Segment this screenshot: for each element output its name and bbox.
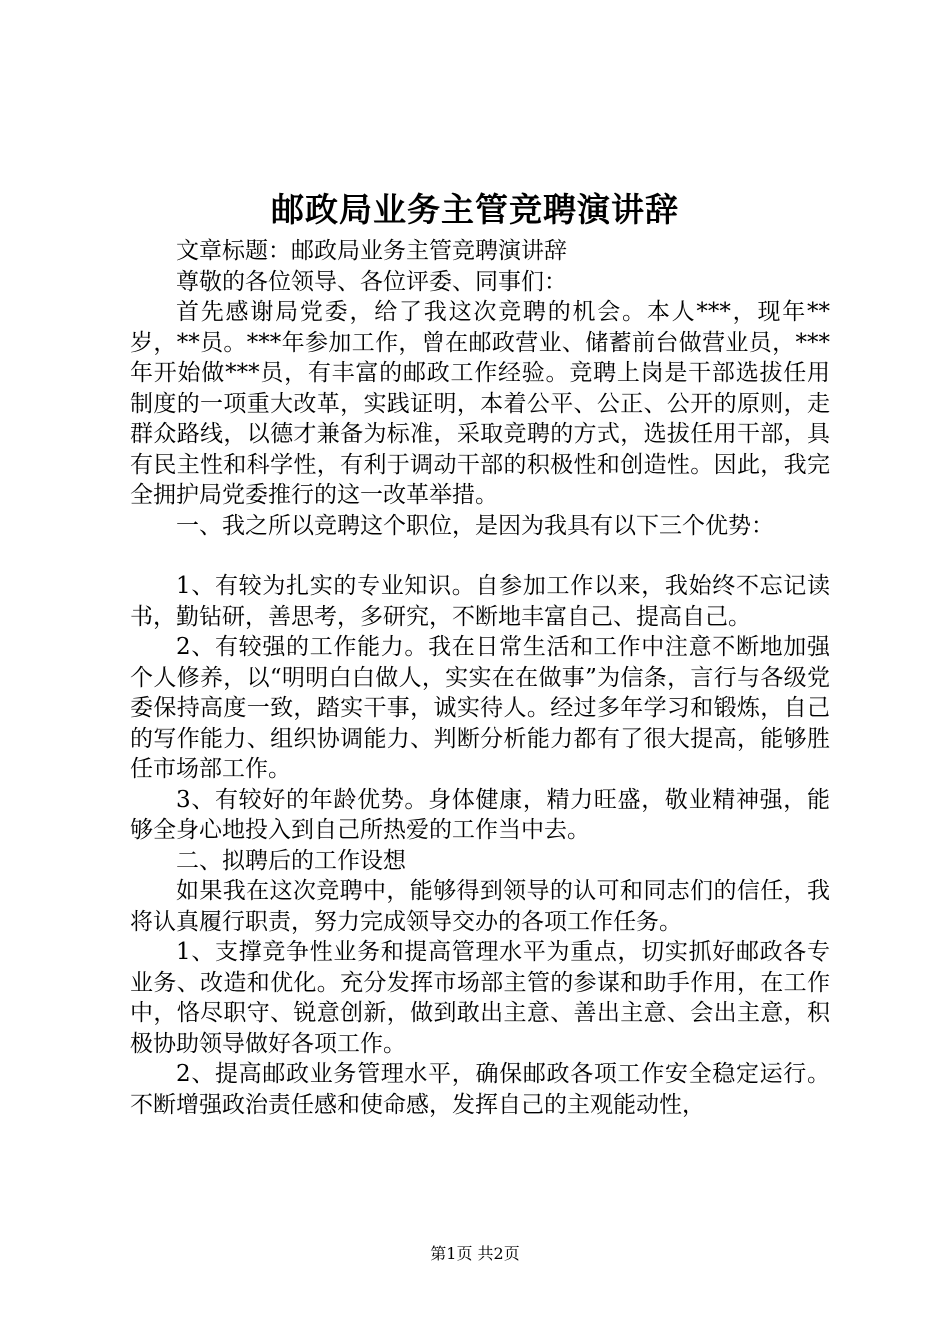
paragraph-introduction: 首先感谢局党委，给了我这次竞聘的机会。本人***，现年**岁，**员。***年参加工作，曾在邮政营业、储蓄前台做营业员，***年开始做***员，有丰富的邮政工作经验。竞聘上岗是干部选拔任用制度的一项重大改革，实践证明，本着公平、公正、公开的原则，走群众路线，以德才兼备为标准，采取竞聘的方式，选拔任用干部，具有民主性和科学性，有利于调动干部的积极性和创造性。因此，我完全拥护局党委推行的这一改革举措。	[130, 299, 830, 508]
paragraph-plan-2: 2、提高邮政业务管理水平，确保邮政各项工作安全稳定运行。不断增强政治责任感和使命感，发挥自己的主观能动性，	[130, 1061, 830, 1118]
page-number-footer: 第1页 共2页	[430, 1244, 520, 1263]
paragraph-advantage-3: 3、有较好的年龄优势。身体健康，精力旺盛，敬业精神强，能够全身心地投入到自己所热爱的工作当中去。	[130, 786, 830, 843]
paragraph-section-two-heading: 二、拟聘后的工作设想	[176, 847, 406, 874]
paragraph-section-one-heading: 一、我之所以竞聘这个职位，是因为我具有以下三个优势：	[176, 512, 774, 539]
paragraph-plan-1: 1、支撑竞争性业务和提高管理水平为重点，切实抓好邮政各专业务、改造和优化。充分发挥市场部主管的参谋和助手作用，在工作中，恪尽职守、锐意创新，做到敢出主意、善出主意、会出主意，积极协助领导做好各项工作。	[130, 939, 830, 1057]
document-body	[130, 236, 830, 1120]
document-title: 邮政局业务主管竞聘演讲辞	[271, 190, 679, 229]
paragraph-advantage-1: 1、有较为扎实的专业知识。自参加工作以来，我始终不忘记读书，勤钻研，善思考，多研究，不断地丰富自己、提高自己。	[130, 573, 830, 630]
paragraph-plan-intro: 如果我在这次竞聘中，能够得到领导的认可和同志们的信任，我将认真履行职责，努力完成领导交办的各项工作任务。	[130, 878, 830, 935]
paragraph-article-title: 文章标题：邮政局业务主管竞聘演讲辞	[176, 238, 567, 264]
paragraph-advantage-2: 2、有较强的工作能力。我在日常生活和工作中注意不断地加强个人修养，以“明明白白做人，实实在在做事”为信条，言行与各级党委保持高度一致，踏实干事，诚实待人。经过多年学习和锻炼，自己的写作能力、组织协调能力、判断分析能力都有了很大提高，能够胜任市场部工作。	[130, 634, 830, 782]
paragraph-salutation: 尊敬的各位领导、各位评委、同事们：	[176, 268, 567, 295]
